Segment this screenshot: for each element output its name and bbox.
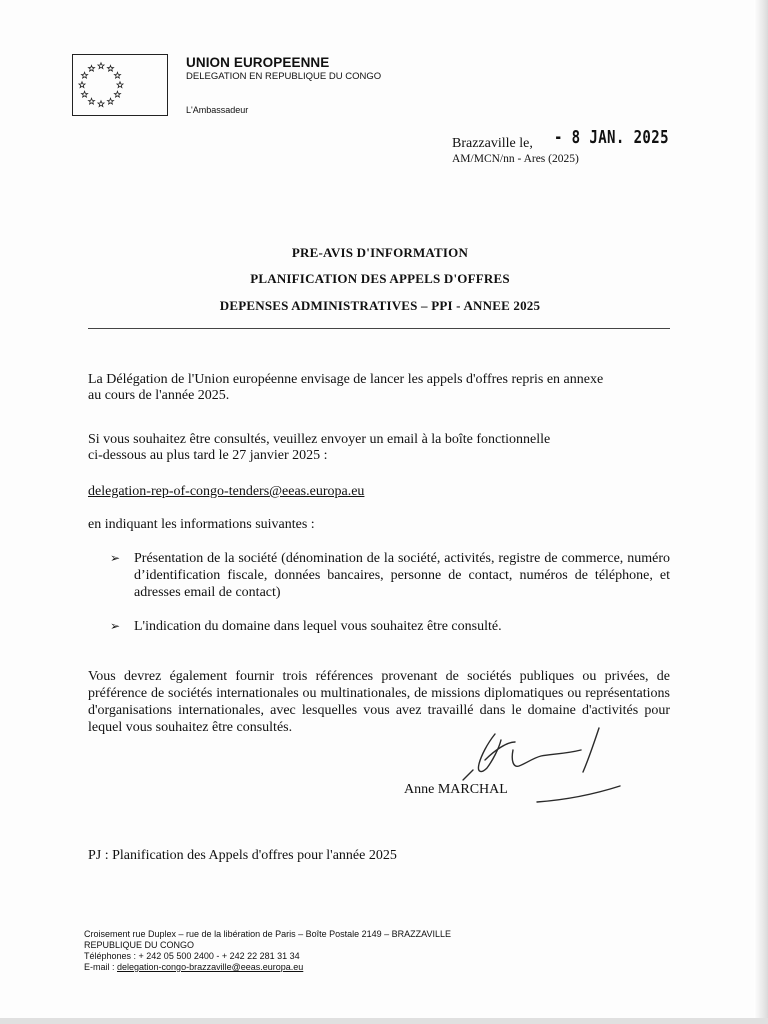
eu-flag-icon: [72, 54, 168, 116]
scan-edge-bottom: [0, 1018, 768, 1024]
scan-edge-right: [754, 0, 768, 1024]
flag-star: [88, 65, 94, 71]
intro-paragraph: [88, 372, 674, 404]
flag-star: [98, 101, 104, 107]
consult-line-1: Si vous souhaitez être consultés, veuillez envoyer un email à la boîte fonctionnelle: [88, 432, 551, 447]
footer-contact: [84, 929, 451, 973]
signer-name: Anne MARCHAL: [404, 782, 508, 797]
intro-line-1: La Délégation de l'Union européenne envisage de lancer les appels d'offres repris en annexe: [88, 372, 604, 387]
bullet-item-company-info: Présentation de la société (dénomination de la société, activités, registre de commerce, numéro d’identification fiscale, données bancaires, personne de contact, numéros de téléphone, et adresses email de contact): [134, 551, 670, 600]
title-line-2: PLANIFICATION DES APPELS D'OFFRES: [250, 271, 510, 286]
date-stamp: - 8 JAN. 2025: [554, 127, 669, 148]
bullet-item-domain: L'indication du domaine dans lequel vous souhaitez être consulté.: [134, 619, 502, 634]
flag-star: [82, 72, 88, 78]
title-divider: [88, 328, 670, 329]
info-intro: en indiquant les informations suivantes :: [88, 517, 315, 532]
footer-email-link[interactable]: delegation-congo-brazzaville@eeas.europa.eu: [117, 962, 304, 972]
flag-star: [117, 82, 123, 88]
footer-email-line: [84, 962, 451, 973]
flag-star: [88, 98, 94, 104]
intro-line-2: au cours de l'année 2025.: [88, 388, 230, 403]
footer-phones: Téléphones : + 242 05 500 2400 - + 242 22 281 31 34: [84, 951, 300, 961]
bullet-arrow-icon: ➢: [110, 551, 121, 565]
organization-name: UNION EUROPEENNE: [186, 55, 330, 70]
flag-star: [98, 63, 104, 69]
flag-star: [107, 98, 113, 104]
organization-subtitle: DELEGATION EN REPUBLIQUE DU CONGO: [186, 71, 382, 82]
title-line-3: DEPENSES ADMINISTRATIVES – PPI - ANNEE 2025: [219, 298, 541, 313]
flag-star: [114, 72, 120, 78]
sender-role: L'Ambassadeur: [186, 105, 249, 115]
bullet-arrow-icon: ➢: [110, 619, 121, 633]
tender-email-link[interactable]: delegation-rep-of-congo-tenders@eeas.europa.eu: [88, 484, 365, 499]
consult-paragraph: [88, 432, 674, 464]
footer-email-label: E-mail :: [84, 962, 118, 972]
place-label: Brazzaville le,: [452, 136, 533, 151]
footer-country: REPUBLIQUE DU CONGO: [84, 940, 195, 950]
consult-line-2: ci-dessous au plus tard le 27 janvier 2025 :: [88, 448, 328, 463]
references-paragraph: Vous devrez également fournir trois références provenant de sociétés publiques ou privées, de préférence de sociétés internationales ou multinationales, de missions diplomatiques ou représentations d'organisations internationales, avec lesquelles vous avez travaillé dans le domaine d'activités pour lequel vous souhaitez être consultés.: [88, 669, 670, 735]
flag-star: [107, 65, 113, 71]
attachment-note: PJ : Planification des Appels d'offres pour l'année 2025: [88, 848, 397, 863]
eu-stars-icon: [73, 55, 167, 115]
title-line-1: PRE-AVIS D'INFORMATION: [291, 245, 469, 260]
flag-star: [79, 82, 85, 88]
flag-star: [114, 91, 120, 97]
flag-star: [82, 91, 88, 97]
reference-number: AM/MCN/nn - Ares (2025): [452, 153, 579, 165]
footer-address: Croisement rue Duplex – rue de la libération de Paris – Boîte Postale 2149 – BRAZZAVILLE: [84, 929, 452, 939]
